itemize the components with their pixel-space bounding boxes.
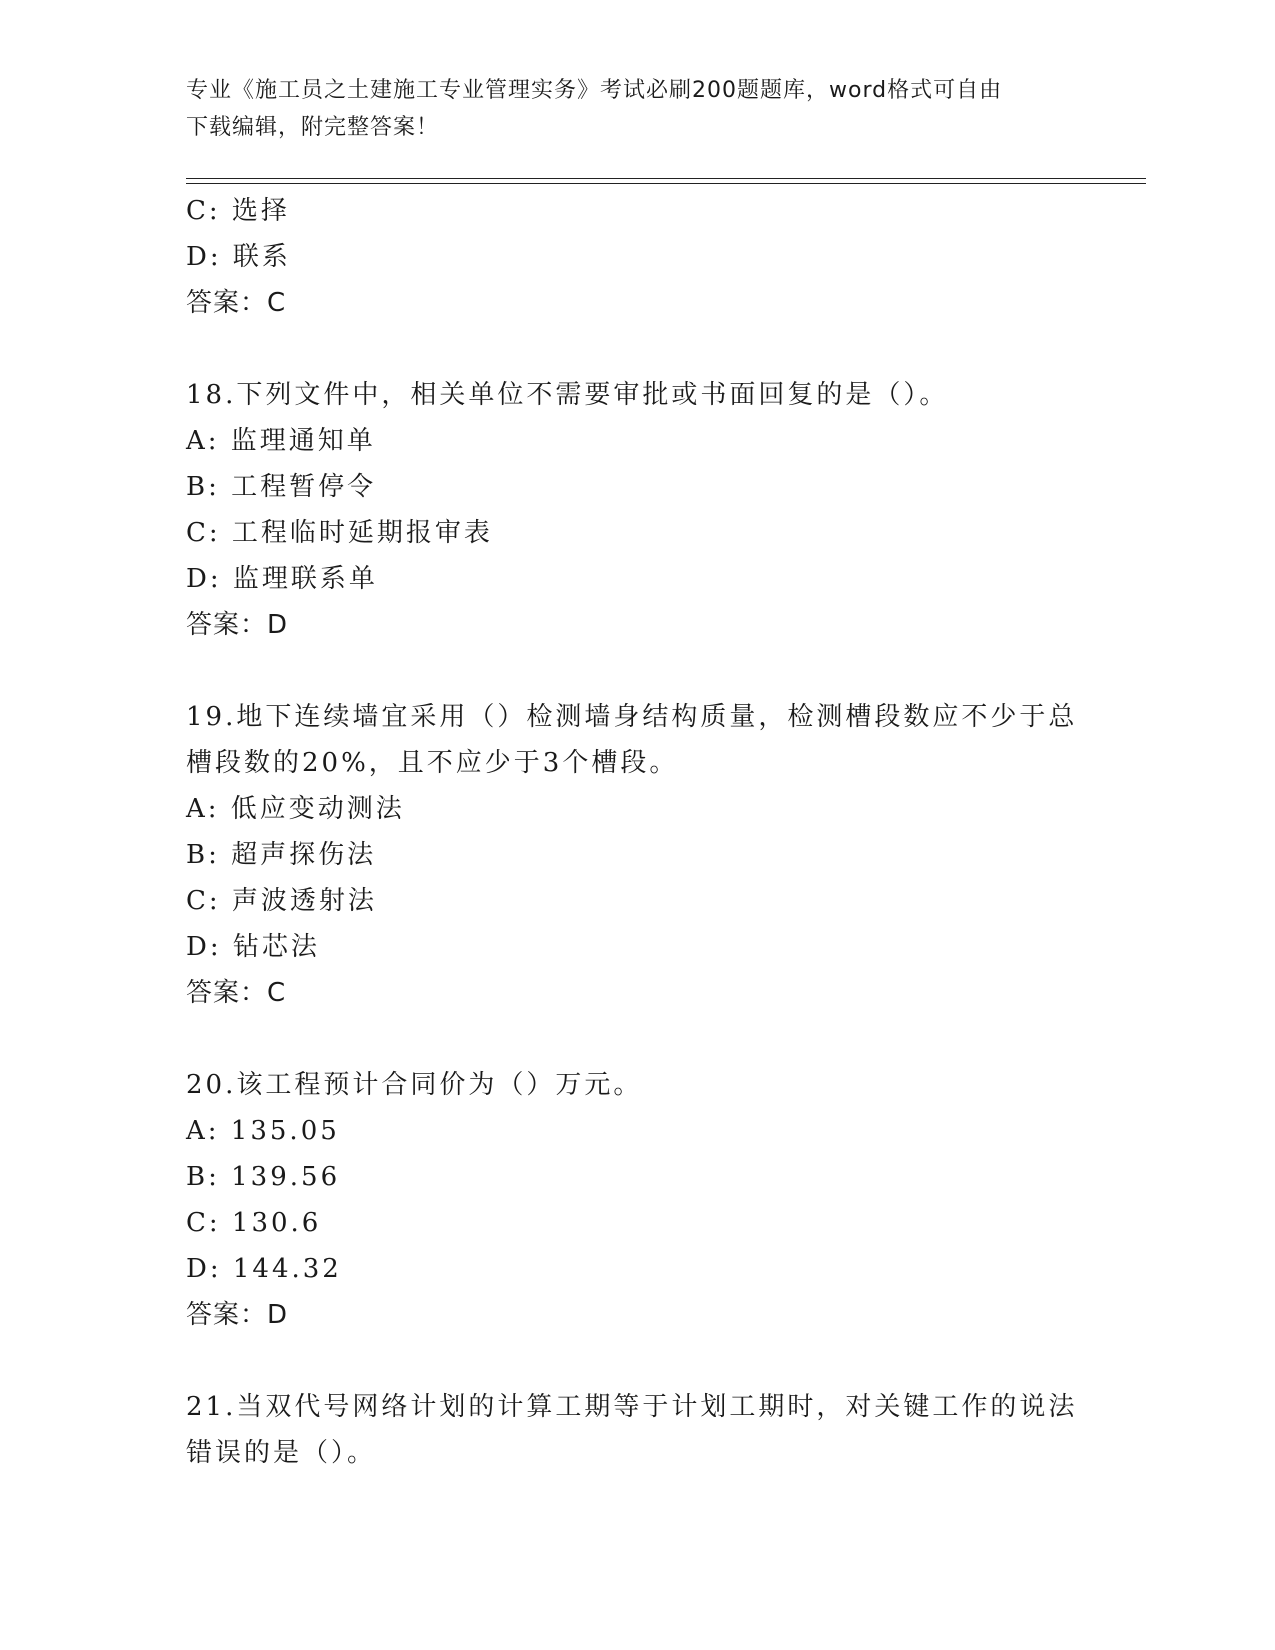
- option-c: C: 工程临时延期报审表: [186, 518, 493, 548]
- document-body: [186, 188, 1086, 1476]
- option-c: C: 声波透射法: [186, 886, 377, 916]
- question-stem: 18.下列文件中，相关单位不需要审批或书面回复的是（）。: [186, 380, 949, 410]
- option-a: A: 135.05: [186, 1116, 340, 1146]
- option-c: C: 130.6: [186, 1208, 322, 1238]
- header-title-line-1: 专业《施工员之土建施工专业管理实务》考试必刷200题题库，word格式可自由: [186, 78, 1003, 103]
- option-a: A: 低应变动测法: [186, 794, 405, 824]
- option-b: B: 工程暂停令: [186, 472, 377, 502]
- header-divider-top: [186, 178, 1146, 179]
- option-b: B: 139.56: [186, 1162, 341, 1192]
- question-21: [186, 1384, 1086, 1476]
- option-d: D: 144.32: [186, 1254, 342, 1284]
- option-d: D: 联系: [186, 242, 291, 272]
- question-20: [186, 1062, 1086, 1338]
- question-stem-line-1: 19.地下连续墙宜采用（）检测墙身结构质量，检测槽段数应不少于总: [186, 702, 1078, 732]
- carryover-question: [186, 188, 1086, 326]
- option-a: A: 监理通知单: [186, 426, 376, 456]
- question-19: [186, 694, 1086, 1016]
- option-d: D: 监理联系单: [186, 564, 378, 594]
- header-title-line-2: 下载编辑，附完整答案！: [186, 115, 440, 140]
- question-stem-line-2: 错误的是（）。: [186, 1438, 377, 1468]
- option-b: B: 超声探伤法: [186, 840, 377, 870]
- question-stem: 20.该工程预计合同价为（）万元。: [186, 1070, 643, 1100]
- answer-line: 答案：D: [186, 610, 289, 640]
- question-stem-line-1: 21.当双代号网络计划的计算工期等于计划工期时，对关键工作的说法: [186, 1392, 1078, 1422]
- header-divider-bottom: [186, 183, 1146, 184]
- question-18: [186, 372, 1086, 648]
- answer-line: 答案：C: [186, 978, 287, 1008]
- option-c: C: 选择: [186, 196, 290, 226]
- question-stem-line-2: 槽段数的20%，且不应少于3个槽段。: [186, 748, 679, 778]
- option-d: D: 钻芯法: [186, 932, 320, 962]
- answer-line: 答案：D: [186, 1300, 289, 1330]
- answer-line: 答案：C: [186, 288, 287, 318]
- document-header: [186, 72, 1076, 146]
